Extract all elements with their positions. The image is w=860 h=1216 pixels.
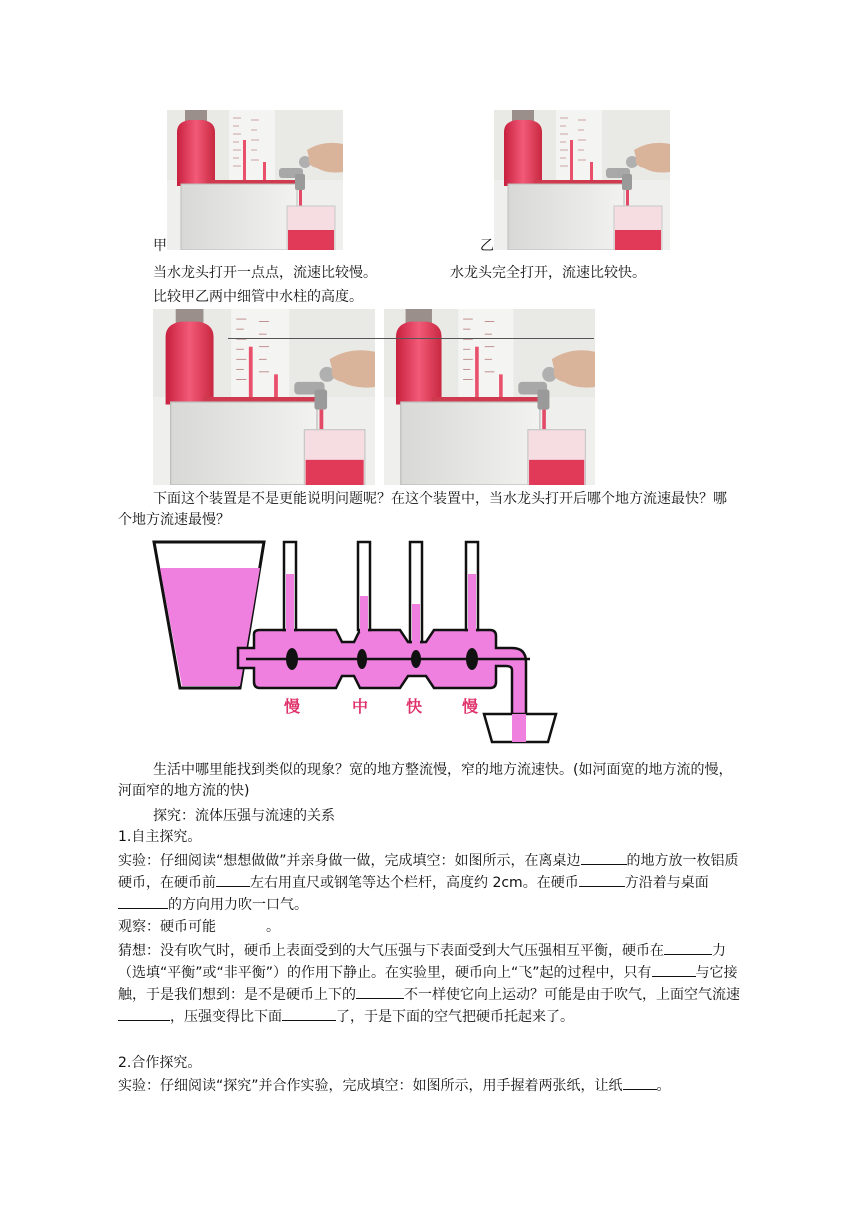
section2-title: 2.合作探究。 [118,1055,202,1071]
blank-rail-distance[interactable] [216,872,250,887]
section1-experiment: 实验：仔细阅读“想想做做”并亲身做一做，完成填空：如图所示，在离桌边 的地方放一枚铝质硬币，在硬币前 左右用直尺或钢笔等达个栏杆，高度约 2cm。在硬币 方沿着与桌面的方向用力吹一口气。 [118,850,740,916]
comparison-line [228,338,594,339]
photo-jia [167,110,343,250]
section1-title: 1.自主探究。 [118,829,202,845]
blank-paper[interactable] [623,1075,657,1090]
blank-blow-direction[interactable] [118,894,168,909]
photo-compare-left [153,309,375,485]
compare-text: 比较甲乙两中细管中水柱的高度。 [153,289,363,305]
speed-label-slow-1: 慢 [284,697,301,716]
observe-text: 观察：硬币可能 。 [118,919,280,935]
blank-difference[interactable] [356,984,404,999]
guess-text: 猜想：没有吹气时，硬币上表面受到的大气压强与下表面受到大气压强相互平衡，硬币在 力（选填“平衡”或“非平衡”）的作用下静止。在实验里，硬币向上“飞”起的过程中，只有 与它接触，于是我们想到：是不是硬币上下的 不一样使它向上运动？可能是由于吹气，上面空气流速，压强变得比下面 了，于是下面的空气把硬币托起来了。 [118,940,740,1028]
explore-title: 探究：流体压强与流速的关系 [153,808,335,824]
photo-yi [494,110,670,250]
photo-compare-right [384,309,595,485]
blank-speed[interactable] [118,1006,170,1021]
question-text: 下面这个装置是不是更能说明问题呢？在这个装置中，当水龙头打开后哪个地方流速最快？哪个地方流速最慢？ [118,491,727,528]
caption-jia: 当水龙头打开一点点，流速比较慢。 [153,265,377,281]
speed-label-slow-2: 慢 [462,697,479,716]
label-jia: 甲 [153,238,167,254]
blank-distance[interactable] [581,850,627,865]
speed-label-fast: 快 [406,697,423,716]
venturi-diagram [150,538,570,750]
caption-yi: 水龙头完全打开，流速比较快。 [450,265,646,281]
speed-label-medium: 中 [352,697,369,716]
label-yi: 乙 [480,238,494,254]
life-example-text: 生活中哪里能找到类似的现象？宽的地方整流慢，窄的地方流速快。(如河面宽的地方流的慢，河面窄的地方流的快) [118,762,733,799]
blank-contact[interactable] [652,962,696,977]
section2-experiment: 实验：仔细阅读“探究”并合作实验，完成填空：如图所示，用手握着两张纸，让纸 。 [118,1075,740,1097]
blank-blow-position[interactable] [579,872,625,887]
blank-pressure[interactable] [282,1006,336,1021]
blank-force[interactable] [664,940,712,955]
